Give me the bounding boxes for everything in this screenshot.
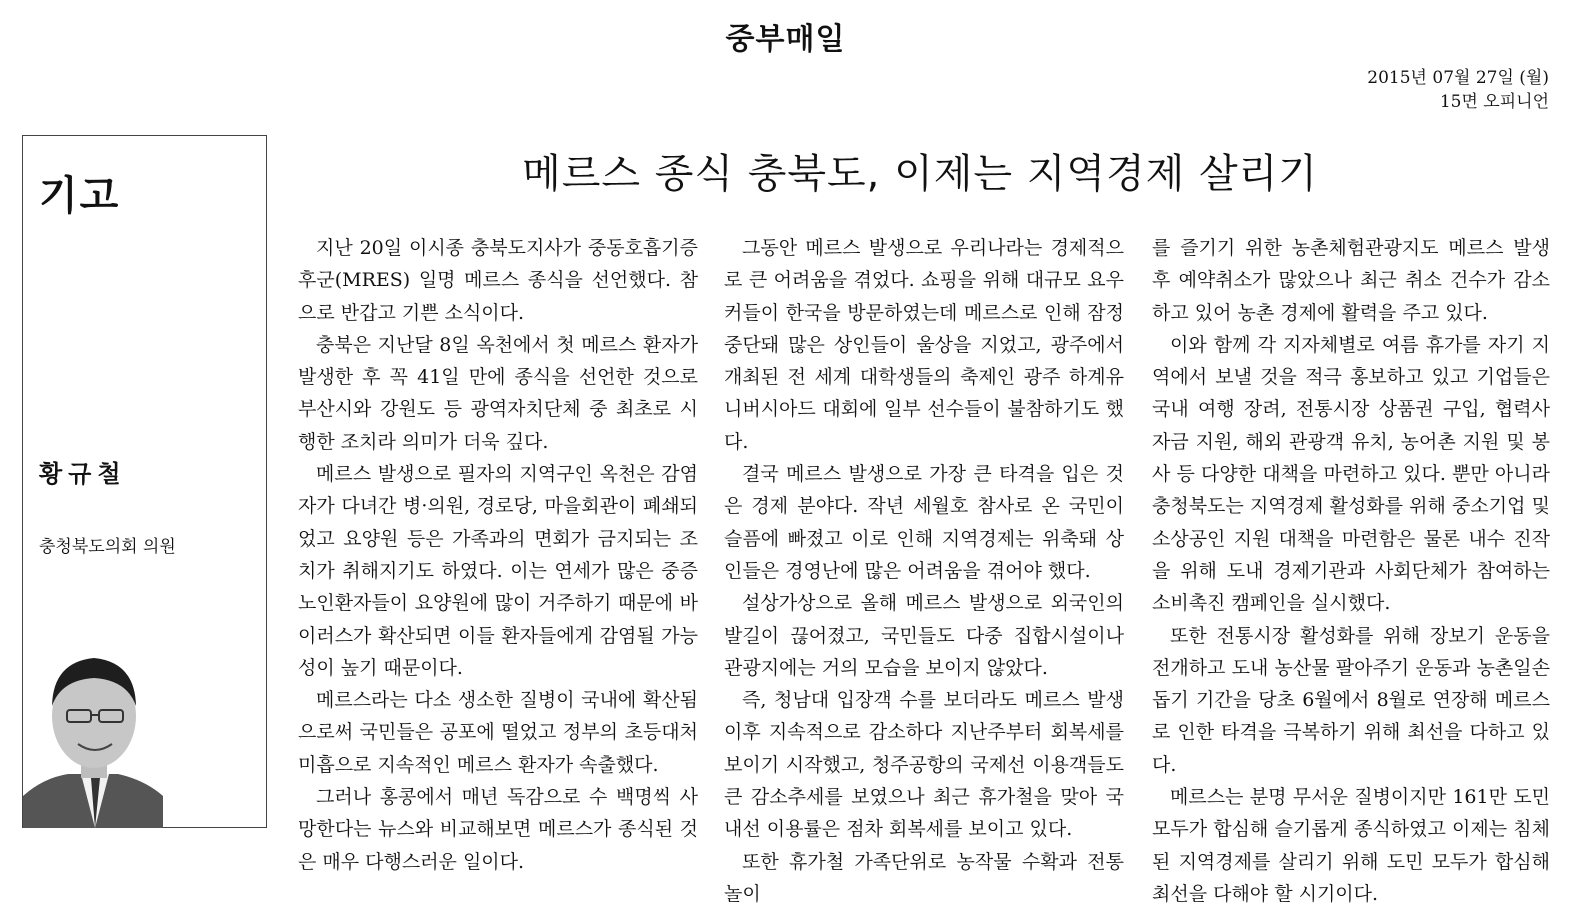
article-column-2 [724,232,1124,910]
paragraph: 메르스라는 다소 생소한 질병이 국내에 확산됨으로써 국민들은 공포에 떨었고 정부의 초등대처 미흡으로 지속적인 메르스 환자가 속출했다. [298,689,698,776]
article-column-1 [298,232,698,878]
article-headline: 메르스 종식 충북도, 이제는 지역경제 살리기 [522,151,1318,197]
paragraph: 를 즐기기 위한 농촌체험관광지도 메르스 발생 후 예약취소가 많았으나 최근 취소 건수가 감소하고 있어 농촌 경제에 활력을 주고 있다. [1152,237,1550,324]
article-column-3 [1152,232,1550,910]
paragraph: 그동안 메르스 발생으로 우리나라는 경제적으로 큰 어려움을 겪었다. 쇼핑을 위해 대규모 요우커들이 한국을 방문하였는데 메르스로 인해 잠정 중단돼 많은 상인들이 울상을 지었고, 광주에서 개최된 전 세계 대학생들의 축제인 광주 하계유니버시아드 대회에 일부 선수들이 불참하기도 했다. [724,237,1124,453]
paragraph: 충북은 지난달 8일 옥천에서 첫 메르스 환자가 발생한 후 꼭 41일 만에 종식을 선언한 것으로 부산시와 강원도 등 광역자치단체 중 최초로 시행한 조치라 의미가 더욱 깊다. [298,333,698,453]
newspaper-masthead [0,14,1571,58]
paragraph: 메르스 발생으로 필자의 지역구인 옥천은 감염자가 다녀간 병·의원, 경로당, 마을회관이 폐쇄되었고 요양원 등은 가족과의 면회가 금지되는 조치가 취해지기도 하였다. 이는 연세가 많은 중증 노인환자들이 요양원에 많이 거주하기 때문에 바이러스가 확산되면 이들 환자들에게 감염될 가능성이 높기 때문이다. [298,463,698,679]
contributor-sidebar [22,135,267,828]
paragraph: 또한 휴가철 가족단위로 농작물 수확과 전통 놀이 [724,850,1124,905]
paragraph: 그러나 홍콩에서 매년 독감으로 수 백명씩 사망한다는 뉴스와 비교해보면 메르스가 종식된 것은 매우 다행스러운 일이다. [298,786,698,873]
paragraph: 설상가상으로 올해 메르스 발생으로 외국인의 발길이 끊어졌고, 국민들도 다중 집합시설이나 관광지에는 거의 모습을 보이지 않았다. [724,592,1124,679]
page-section: 15면 오피니언 [1439,92,1549,112]
paragraph: 지난 20일 이시종 충북도지사가 중동호흡기증후군(MRES) 일명 메르스 종식을 선언했다. 참으로 반갑고 기쁜 소식이다. [298,237,698,324]
paragraph: 결국 메르스 발생으로 가장 큰 타격을 입은 것은 경제 분야다. 작년 세월호 참사로 온 국민이 슬픔에 빠졌고 이로 인해 지역경제는 위축돼 상인들은 경영난에 많은 어려움을 겪어야 했다. [724,463,1124,582]
paragraph: 또한 전통시장 활성화를 위해 장보기 운동을 전개하고 도내 농산물 팔아주기 운동과 농촌일손돕기 기간을 당초 6월에서 8월로 연장해 메르스로 인한 타격을 극복하기 위해 최선을 다하고 있다. [1152,624,1550,776]
paragraph: 메르스는 분명 무서운 질병이지만 161만 도민 모두가 합심해 슬기롭게 종식하였고 이제는 침체된 지역경제를 살리기 위해 도민 모두가 합심해 최선을 다해야 할 시기이다. [1152,786,1550,905]
paragraph: 즉, 청남대 입장객 수를 보더라도 메르스 발생 이후 지속적으로 감소하다 지난주부터 회복세를 보이기 시작했고, 청주공항의 국제선 이용객들도 큰 감소추세를 보였으나 최근 휴가철을 맞아 국내선 이용률은 점차 회복세를 보이고 있다. [724,689,1124,841]
masthead-title: 중부매일 [725,22,846,57]
publication-date: 2015년 07월 27일 (월) [1367,68,1549,88]
author-name: 황규철 [39,460,127,488]
paragraph: 이와 함께 각 지자체별로 여름 휴가를 자기 지역에서 보낼 것을 적극 홍보하고 있고 기업들은 국내 여행 장려, 전통시장 상품권 구입, 협력사 자금 지원, 해외 관광객 유치, 농어촌 지원 및 봉사 등 다양한 대책을 마련하고 있다. 뿐만 아니라 충청북도는 지역경제 활성화를 위해 중소기업 및 소상공인 지원 대책을 마련함은 물론 내수 진작을 위해 도내 경제기관과 사회단체가 참여하는 소비촉진 캠페인을 실시했다. [1152,333,1550,615]
section-label: 기고 [39,173,121,219]
dateline [1367,66,1549,114]
author-affiliation: 충청북도의회 의원 [39,537,176,557]
author-portrait [23,628,163,828]
